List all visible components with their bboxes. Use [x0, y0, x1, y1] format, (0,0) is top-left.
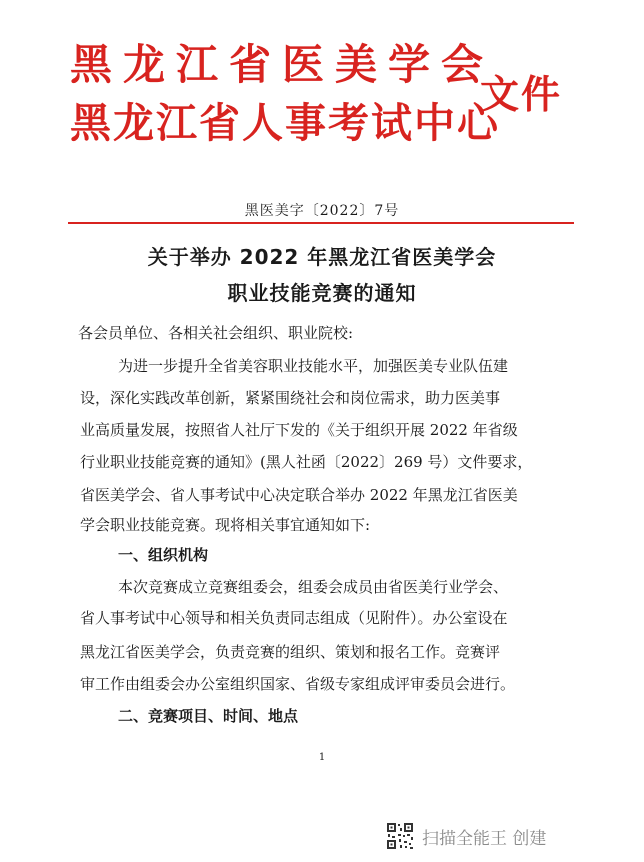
paragraph-1-line: 学会职业技能竞赛。现将相关事宜通知如下: [80, 516, 371, 534]
notice-title-line-2: 职业技能竞赛的通知 [227, 281, 417, 305]
paragraph-1-line: 省医美学会、省人事考试中心决定联合举办 2022 年黑龙江省医美 [80, 486, 518, 504]
header-document-word: 文件 [480, 73, 563, 118]
qr-code-icon [386, 822, 414, 850]
paragraph-2-line: 黑龙江省医美学会，负责竞赛的组织、策划和报名工作。竞赛评 [80, 643, 501, 661]
scanner-watermark [386, 822, 546, 850]
paragraph-1-line: 设，深化实践改革创新，紧紧围绕社会和岗位需求，助力医美事 [80, 389, 501, 407]
greeting: 各会员单位、各相关社会组织、职业院校: [78, 324, 354, 342]
paragraph-1-line: 业高质量发展，按照省人社厅下发的《关于组织开展 2022 年省级 [80, 421, 518, 439]
notice-title-line-1: 关于举办 2022 年黑龙江省医美学会 [147, 245, 497, 269]
header-org-line-2: 黑龙江省人事考试中心 [70, 99, 500, 147]
section-1-heading: 一、组织机构 [118, 546, 209, 564]
paragraph-2-line: 本次竞赛成立竞赛组委会，组委会成员由省医美行业学会、 [118, 578, 509, 596]
section-2-heading: 二、竞赛项目、时间、地点 [118, 707, 299, 725]
paragraph-2-line: 省人事考试中心领导和相关负责同志组成（见附件）。办公室设在 [80, 609, 508, 627]
paragraph-1-line: 为进一步提升全省美容职业技能水平，加强医美专业队伍建 [118, 357, 509, 375]
paragraph-2-line: 审工作由组委会办公室组织国家、省级专家组成评审委员会进行。 [80, 675, 516, 693]
page-number: 1 [318, 752, 326, 763]
header-red-divider [68, 222, 574, 224]
scanner-label: 扫描全能王 创建 [422, 828, 547, 849]
document-number: 黑医美字〔2022〕7号 [244, 203, 400, 219]
paragraph-1-line: 行业职业技能竞赛的通知》(黑人社函〔2022〕269 号）文件要求， [80, 453, 533, 471]
header-org-line-1: 黑龙江省医美学会 [70, 40, 495, 89]
